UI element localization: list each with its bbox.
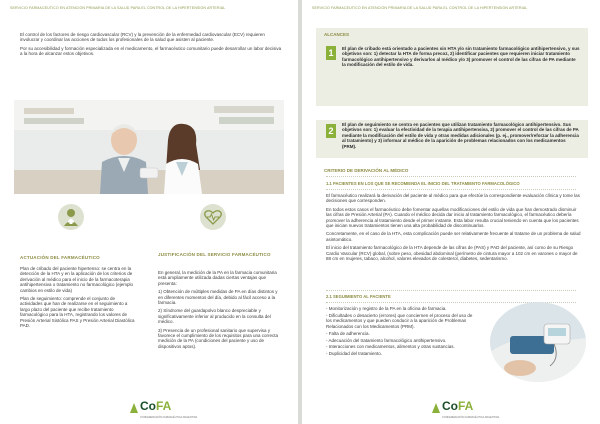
heart-rate-icon [200, 204, 226, 230]
divider [326, 290, 576, 291]
logo-mark-icon [432, 403, 440, 413]
subsection-1-text [326, 193, 582, 264]
logo-text-b: FA [156, 399, 172, 413]
intro-paragraph: El control de los factores de riesgo cardiovascular (RCV) y la prevención de la enfermedad cardiovascular (ECV) requieren involucrar y coordinar las acciones de todos los profesionales de la salud que asisten al paciente. [20, 32, 265, 43]
alcance-text: El plan de cribado está orientado a pacientes sin HTA y/o sin tratamiento farmacológico antihipertensivo, y sus objetivos son: 1) detectar la HTA de forma precoz, 2) identificar pacientes que requieren iniciar tratamiento farmacológico antihipertensivo y derivarlos al médico y/o 3) promover el control de las cifras de PA mediante la modificación del estilo de vida. [342, 46, 580, 68]
subsection-2-list [326, 306, 476, 358]
cofa-logo [432, 397, 499, 419]
logo-text-a: Co [442, 399, 458, 413]
subsection-1-paragraph: Concretamente, en el caso de la HTA, esta complicación puede ser relativamente frecuente al tratarse de un problema de salud asintomático. [326, 231, 581, 242]
pharmacist-patient-photo [14, 100, 284, 194]
logo-mark-icon [130, 403, 138, 413]
col2-paragraph: En general, la medición de la PA en la farmacia comunitaria está ampliamente utilizada dadas ciertas ventajas que presenta: [158, 270, 277, 286]
col1-paragraph: Plan de cribado del paciente hipertenso: se centra en la detección de la HTA y en la aplicación de los criterios de derivación al médico para el inicio de la farmacoterapia antihipertensiva o tratamiento no farmacológico (ejemplo cambios en estilo de vida) [20, 266, 134, 293]
alcances-title: ALCANCES [324, 32, 350, 37]
photo-illustration [14, 100, 284, 194]
divider [326, 189, 576, 190]
list-item: - Monitorización y registro de la PA en la oficina de farmacia. [326, 306, 447, 311]
col2-text [158, 270, 280, 352]
pharmacist-icon [58, 204, 84, 230]
subsection-2-title: 2.1 SEGUIMIENTO AL PACIENTE [326, 294, 391, 299]
subsection-1-paragraph: El inicio del tratamiento farmacológico de la HTA depende de las cifras de (PAS) y PAD del paciente, así como de su Riesgo Cardio Vascular (RCV) global, (sobre peso, obesidad abdominal (perímetro de cintura mayor a 102 cm en varones o mayor de 88 cm en mujeres, tabaco, alcohol, valores elevados de colesterol, diabetes, sedentarismo. [326, 245, 578, 262]
intro-paragraph: Por su accesibilidad y formación especializada en el medicamento, el farmacéutico comunitario puede desarrollar un labor decisiva a la hora de alcanzar estos objetivos. [20, 45, 282, 57]
running-header: SERVICIO FARMACÉUTICO EN ATENCIÓN PRIMARIA DE LA SALUD PARA EL CONTROL DE LA HIPERTENSIÓN ARTERIAL [312, 6, 528, 10]
col2-paragraph: 2) Síndrome del guardapolvo blanco despreciable y significativamente inferior al producido en la consulta del médico. [158, 308, 271, 325]
col2-title: JUSTIFICACIÓN DEL SERVICIO FARMACÉUTICO [158, 252, 271, 257]
col2-paragraph: 3) Presencia de un profesional sanitario que supervisa y favorece el cumplimiento de los requisitos para una correcta medición de la PA (condiciones del paciente y uso de dispositivos aptos). [158, 327, 279, 349]
logo-text-a: Co [140, 399, 156, 413]
running-header: SERVICIO FARMACÉUTICO EN ATENCIÓN PRIMARIA DE LA SALUD PARA EL CONTROL DE LA HIPERTENSIÓN ARTERIAL [10, 6, 226, 10]
alcance-text: El plan de seguimiento se centra en pacientes que utilizan tratamiento farmacológico antihipertensivo. Sus objetivos son: 1) evaluar la efectividad de la terapia antihipertensiva, 2) promover el control de las cifras de PA mediante la modificación del estilo de vida y otras medidas adicionales (p. ej., promover/reforzar la adherencia al tratamiento) y 3) informar al médico de la aparición de problemas relacionados con los medicamentos (PRM). [342, 122, 579, 149]
col1-text [20, 266, 138, 331]
col1-title: ACTUACIÓN DEL FARMACÉUTICO [20, 255, 100, 260]
subsection-1-paragraph: En todos estos casos el farmacéutico debe fomentar aquellas modificaciones del estilo de vida que han demostrado disminuir las cifras de Presión Arterial (PA). Cuando el médico decida dar inicio al tratamiento farmacológico, el farmacéutico debería promover la adherencia al tratamiento desde el primer instante. Esta labor resulta crucial teniendo en cuenta que los pacientes que inician nuevos tratamientos tienen una alta probabilidad de discontinuarlos. [326, 206, 579, 229]
alcance-number: 1 [326, 46, 336, 60]
blood-pressure-photo [490, 302, 586, 382]
logo-subtitle: CONFEDERACIÓN FARMACÉUTICA ARGENTINA [140, 416, 198, 419]
logo-text-b: FA [458, 399, 474, 413]
alcance-number: 2 [326, 124, 336, 138]
divider [326, 176, 576, 177]
col2-paragraph: 1) Obtención de múltiples medidas de PA en días distintos y en diferentes momentos del día, debido al fácil acceso a la farmacia. [158, 289, 278, 306]
logo-subtitle: CONFEDERACIÓN FARMACÉUTICA ARGENTINA [442, 416, 500, 419]
photo-illustration [490, 302, 586, 382]
list-item: - Adecuación del tratamiento farmacológico antihipertensivo. [326, 337, 447, 343]
col1-paragraph: Plan de seguimiento: comprende el conjunto de actividades que han de realizarse en el seguimiento a largo plazo del paciente que recibe tratamiento farmacológico para la HTA, registrando los valores de Presión Arterial Sistólica PAS y Presión Arterial Diastólica PAD. [20, 296, 135, 329]
criterio-title: CRITERIO DE DERIVACIÓN AL MÉDICO [324, 168, 409, 173]
intro-text [20, 32, 282, 60]
list-item: - Falta de adherencia. [326, 330, 370, 336]
left-page [0, 0, 298, 424]
cofa-logo [130, 397, 197, 419]
list-item: - Interacciones con medicamentos, alimentos y otras sustancias. [326, 344, 455, 350]
list-item: - Dificultades o desacierto (errores) que conciernen el proceso del uso de los medicamentos y que pueden conducir a la aparición de Problemas Relacionados con los Medicamentos (PRM). [326, 312, 473, 329]
list-item: - Duplicidad del tratamiento. [326, 351, 383, 357]
subsection-1-title: 1.1 PACIENTES EN LOS QUE SE RECOMIENDA EL INICIO DEL TRATAMIENTO FARMACOLÓGICO [326, 181, 520, 186]
subsection-1-paragraph: El farmacéutico realizará la derivación del paciente al médico para que efectúe la correspondiente evaluación clínica y tome las decisiones que corresponden. [326, 193, 580, 204]
right-page [302, 0, 600, 424]
